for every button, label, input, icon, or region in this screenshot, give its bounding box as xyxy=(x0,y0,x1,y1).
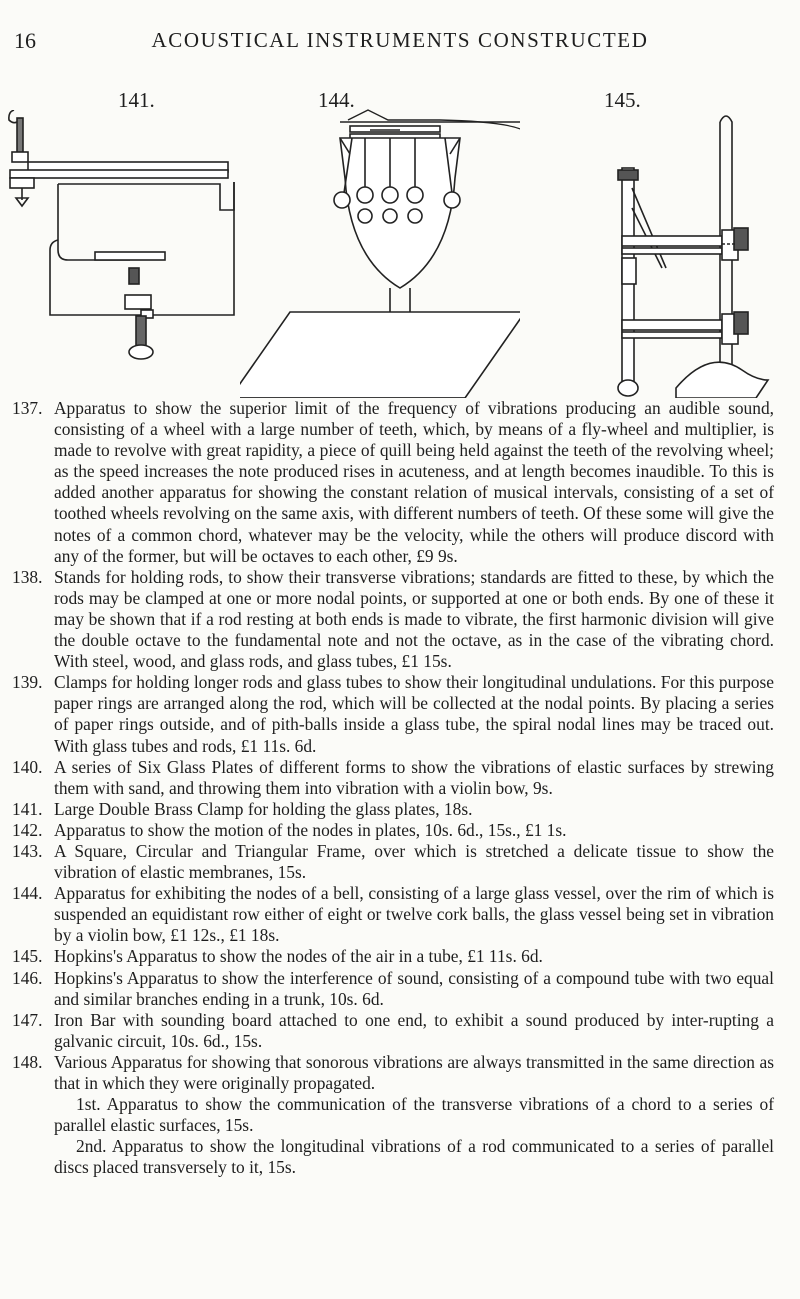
entry-144 xyxy=(0,883,800,946)
entry-143 xyxy=(0,841,800,883)
sub-entry-1st: 1st. Apparatus to show the communication of the transverse vibrations of a chord to a series of parallel elastic surfaces, 15s. xyxy=(54,1094,774,1136)
entry-text: Hopkins's Apparatus to show the nodes of the air in a tube, £1 11s. 6d. xyxy=(54,946,543,967)
page-number: 16 xyxy=(14,28,36,53)
entry-number: 142. xyxy=(12,819,43,840)
entry-text: Apparatus to show the superior limit of the frequency of vibrations producing an audible sound, consisting of a wheel with a large number of teeth, which, by means of a fly-wheel and multiplier, is made to revolve with great rapidity, a piece of quill being held against the teeth of the revolving wheel; as the speed increases the note produced rises in acuteness, and at length becomes inaudible. To this is added another apparatus for showing the constant relation of musical intervals, consisting of a set of toothed wheels revolving on the same axis, with different numbers of teeth. Of these some will give the notes of a common chord, whatever may be the velocity, while the others will produce discord with any of the former, but will be octaves to each other, £9 9s. xyxy=(54,398,774,566)
brass-clamp-figure xyxy=(0,110,240,360)
entry-text: Apparatus for exhibiting the nodes of a bell, consisting of a large glass vessel, over the rim of which is suspended an equidistant row either of eight or twelve cork balls, the glass vessel being set in vibration by a violin bow, £1 12s., £1 18s. xyxy=(54,883,774,946)
running-title: ACOUSTICAL INSTRUMENTS CONSTRUCTED xyxy=(151,28,649,52)
entry-number: 147. xyxy=(12,1009,43,1030)
entry-number: 137. xyxy=(12,398,43,418)
bell-glass-vessel-figure xyxy=(240,108,520,398)
figure-label-141: 141. xyxy=(118,88,155,112)
entry-number: 145. xyxy=(12,946,43,967)
entry-140 xyxy=(0,757,800,799)
entry-138 xyxy=(0,567,800,672)
figure-label-144: 144. xyxy=(318,88,355,112)
entry-number: 143. xyxy=(12,840,43,861)
entry-141 xyxy=(0,799,800,820)
entry-137 xyxy=(0,398,800,567)
entry-text: Clamps for holding longer rods and glass tubes to show their longitudinal undulations. For this purpose paper rings are arranged along the rod, which will be collected at the nodal points. By placing a series of paper rings outside, and of pith-balls inside a glass tube, the spiral nodal lines may be traced out. With glass tubes and rods, £1 11s. 6d. xyxy=(54,672,774,756)
entry-text: Hopkins's Apparatus to show the interference of sound, consisting of a compound tube with two equal and similar branches ending in a trunk, 10s. 6d. xyxy=(54,967,774,1009)
entry-145 xyxy=(0,946,800,967)
entry-number: 138. xyxy=(12,566,43,587)
entry-text: Large Double Brass Clamp for holding the glass plates, 18s. xyxy=(54,798,473,819)
entry-number: 140. xyxy=(12,756,43,777)
entry-text: Various Apparatus for showing that sonorous vibrations are always transmitted in the same direction as that in which they were originally propagated. xyxy=(54,1051,774,1093)
entry-text: A Square, Circular and Triangular Frame, over which is stretched a delicate tissue to show the vibration of elastic membranes, 15s. xyxy=(54,840,774,883)
page-header xyxy=(0,28,800,58)
entry-text: Stands for holding rods, to show their transverse vibrations; standards are fitted to these, by which the rods may be clamped at one or more nodal points, or supported at one or both ends. By one of these it may be shown that if a rod resting at both ends is made to vibrate, the first harmonic division will give the double octave to the fundamental note and not the octave, as in the case of the vibrating chord. With steel, wood, and glass rods, and glass tubes, £1 15s. xyxy=(54,566,774,672)
entry-text: Iron Bar with sounding board attached to one end, to exhibit a sound produced by inter-rupting a galvanic circuit, 10s. 6d., 15s. xyxy=(54,1009,774,1051)
entry-text: A series of Six Glass Plates of different forms to show the vibrations of elastic surfaces by strewing them with sand, and throwing them into vibration with a violin bow, 9s. xyxy=(54,756,774,798)
entry-142 xyxy=(0,820,800,841)
entry-146 xyxy=(0,968,800,1010)
tube-stand-figure xyxy=(560,108,770,398)
sub-entry-2nd: 2nd. Apparatus to show the longitudinal vibrations of a rod communicated to a series of parallel discs placed transversely to it, 15s. xyxy=(54,1136,774,1178)
entry-text: Apparatus to show the motion of the nodes in plates, 10s. 6d., 15s., £1 1s. xyxy=(54,819,567,840)
entry-number: 144. xyxy=(12,883,43,904)
entry-number: 141. xyxy=(12,798,43,819)
entry-139 xyxy=(0,672,800,756)
entry-147 xyxy=(0,1010,800,1052)
figure-label-145: 145. xyxy=(604,88,641,112)
entry-number: 139. xyxy=(12,672,43,693)
entry-number: 146. xyxy=(12,967,43,988)
entry-148 xyxy=(0,1052,800,1094)
entry-number: 148. xyxy=(12,1051,43,1072)
catalogue-entries xyxy=(0,398,800,1178)
